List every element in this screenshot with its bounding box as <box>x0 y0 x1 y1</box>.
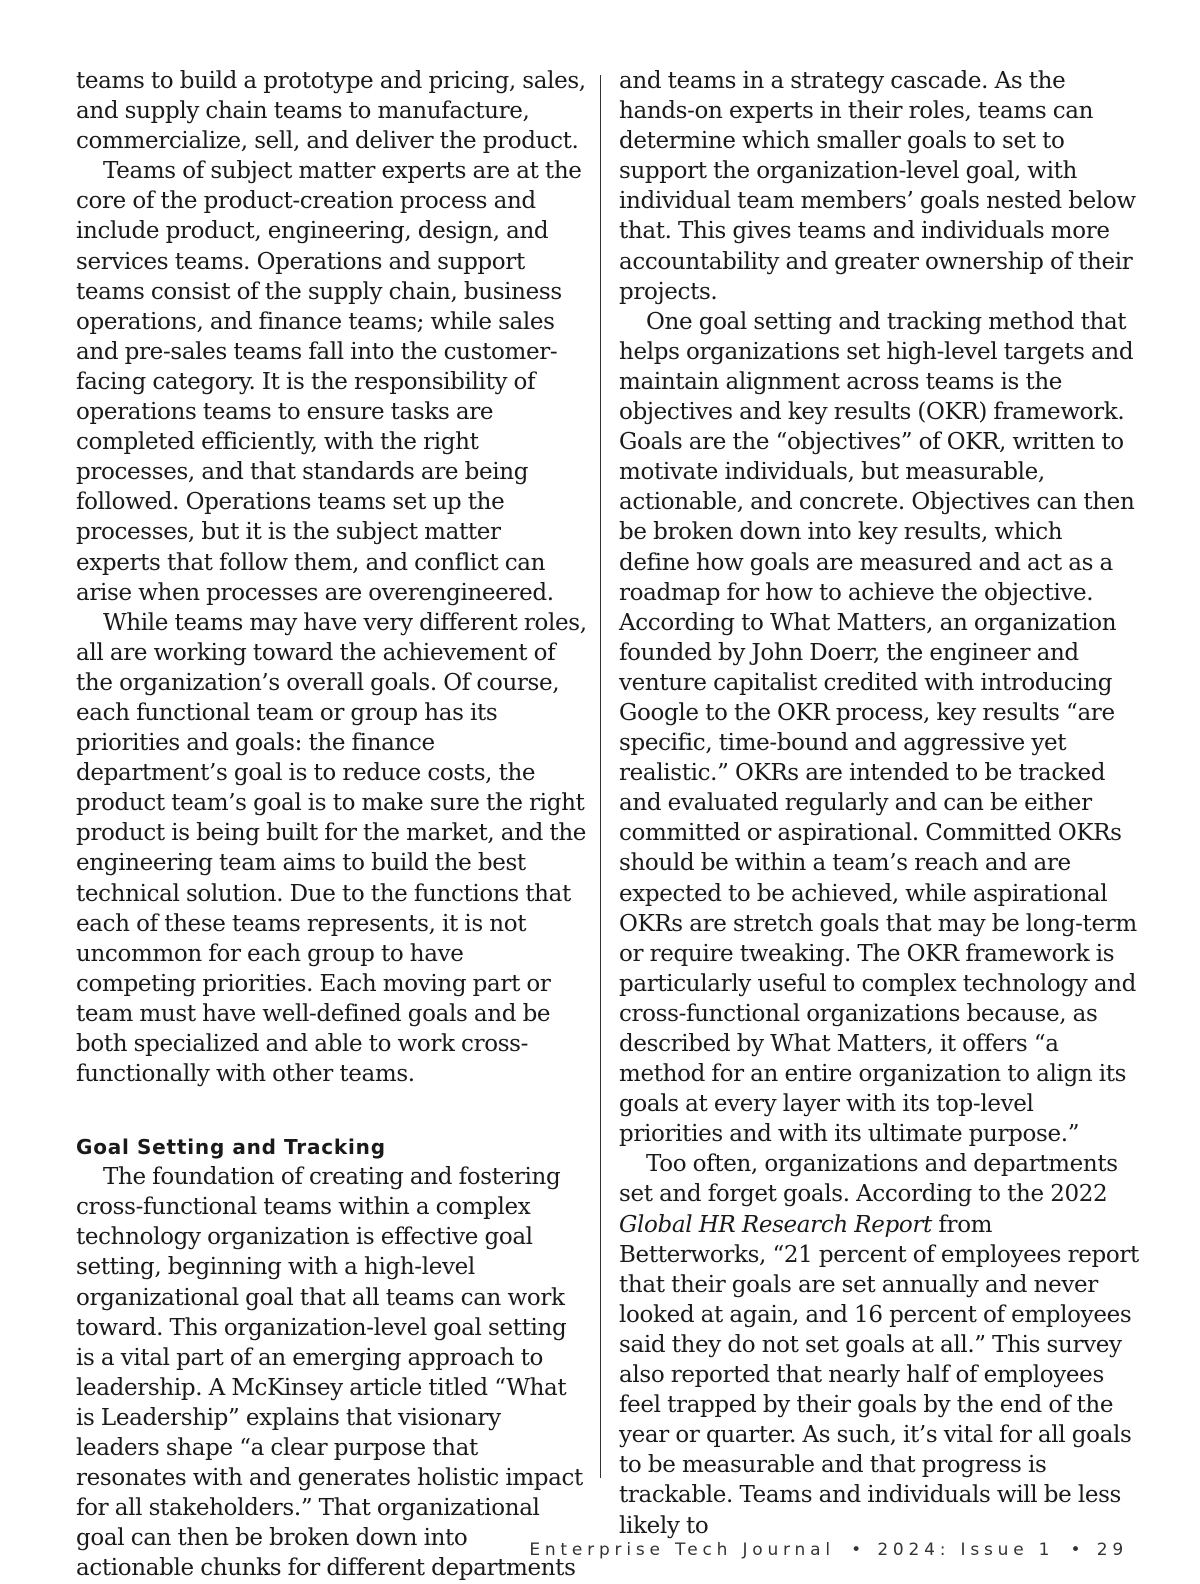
section-heading: Goal Setting and Tracking <box>76 1135 386 1160</box>
paragraph <box>619 1149 1139 1540</box>
right-column <box>619 66 1139 1541</box>
paragraph-text: Too often, organizations and departments set and forget goals. According to the 2022 <box>619 1151 1118 1208</box>
paragraph: and teams in a strategy cascade. As the hands-on experts in their roles, teams can determine which smaller goals to set to support the organization-level goal, with individual team members’ goals nested below that. This gives teams and individuals more accountability and greater ownership of their projects. <box>619 68 1136 305</box>
column-divider <box>600 75 601 1478</box>
paragraph: Teams of subject matter experts are at the core of the product-creation process and include product, engineering, design, and services teams. Operations and support teams consist of the supply chain, business operations, and finance teams; while sales and pre-sales teams fall into the customer-facing category. It is the responsibility of operations teams to ensure tasks are completed efficiently, with the right processes, and that standards are being followed. Operations teams set up the processes, but it is the subject matter experts that follow them, and conflict can arise when processes are overengineered. <box>76 158 582 606</box>
paragraph: teams to build a prototype and pricing, sales, and supply chain teams to manufacture, commercialize, sell, and deliver the product. <box>76 68 586 155</box>
report-title: Global HR Research Report <box>619 1211 932 1238</box>
left-column <box>76 66 588 1584</box>
footer-separator: • <box>851 1540 862 1560</box>
paragraph: The foundation of creating and fostering cross-functional teams within a complex technology organization is effective goal setting, beginning with a high-level organizational goal that all teams can work toward. This organization-level goal setting is a vital part of an emerging approach to leadership. A McKinsey article titled “What is Leadership” explains that visionary leaders shape “a clear purpose that resonates with and generates holistic impact for all stakeholders.” That organizational goal can then be broken down into actionable chunks for different departments <box>76 1164 583 1582</box>
issue-label: 2024: Issue 1 <box>877 1540 1055 1560</box>
paragraph: One goal setting and tracking method that helps organizations set high-level targets and maintain alignment across teams is the objectives and key results (OKR) framework. Goals are the “objectives” of OKR, written to motivate individuals, but measurable, actionable, and concrete. Objectives can then be broken down into key results, which define how goals are measured and act as a roadmap for how to achieve the objective. According to What Matters, an organization founded by John Doerr, the engineer and venture capitalist credited with introducing Google to the OKR process, key results “are specific, time-bound and aggressive yet realistic.” OKRs are intended to be tracked and evaluated regularly and can be either committed or aspirational. Committed OKRs should be within a team’s reach and are expected to be achieved, while aspirational OKRs are stretch goals that may be long-term or require tweaking. The OKR framework is particularly useful to complex technology and cross-functional organizations because, as described by What Matters, it offers “a method for an entire organization to align its goals at every layer with its top-level priorities and with its ultimate purpose.” <box>619 308 1137 1148</box>
page-number: 29 <box>1096 1540 1128 1560</box>
publication-name: Enterprise Tech Journal <box>529 1540 835 1560</box>
footer-separator: • <box>1070 1540 1081 1560</box>
paragraph-text: from Betterworks, “21 percent of employees report that their goals are set annually and never looked at again, and 16 percent of employees said they do not set goals at all.” This survey also reported that nearly half of employees feel trapped by their goals by the end of the year or quarter. As such, it’s vital for all goals to be measurable and that progress is trackable. Teams and individuals will be less likely to <box>619 1211 1139 1539</box>
paragraph: While teams may have very different roles, all are working toward the achievement of the organization’s overall goals. Of course, each functional team or group has its priorities and goals: the finance department’s goal is to reduce costs, the product team’s goal is to make sure the right product is being built for the market, and the engineering team aims to build the best technical solution. Due to the functions that each of these teams represents, it is not uncommon for each group to have competing priorities. Each moving part or team must have well-defined goals and be both specialized and able to work cross-functionally with other teams. <box>76 609 587 1088</box>
page-footer <box>529 1540 1128 1560</box>
